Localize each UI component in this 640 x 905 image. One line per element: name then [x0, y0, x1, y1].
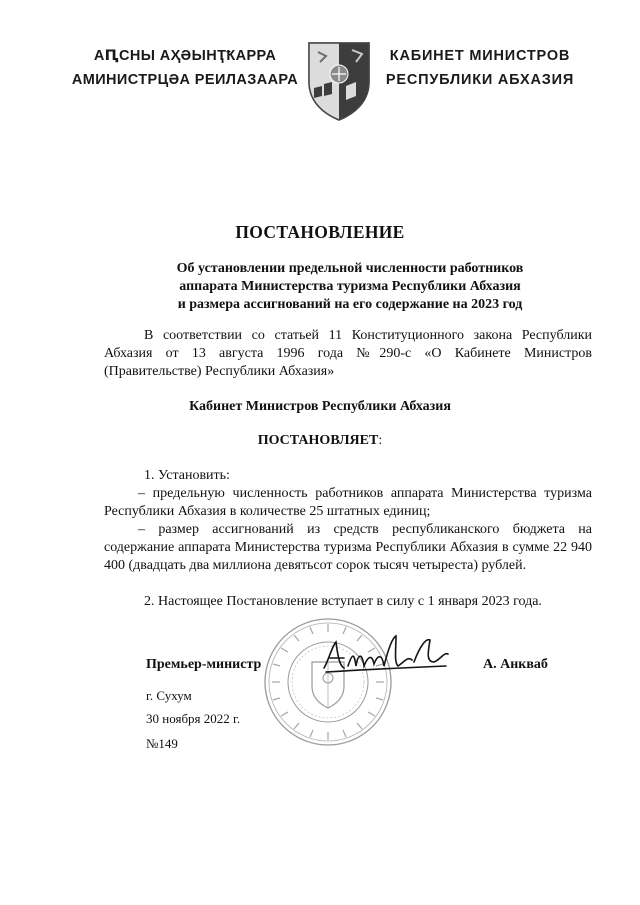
subtitle-line3: и размера ассигнований на его содержание на 2023 год	[177, 297, 523, 312]
letterhead-left-line2: АМИНИСТРЦӘА РЕИЛАЗААРА	[71, 72, 299, 88]
item-1a: – предельную численность работников аппарата Министерства туризма Республики Абхазия в количестве 25 штатных единиц;	[104, 486, 592, 519]
subtitle-line2: аппарата Министерства туризма Республики Абхазия	[179, 279, 521, 294]
subtitle-line1: Об установлении предельной численности работников	[176, 261, 524, 276]
handwritten-signature	[318, 632, 458, 682]
signatory-name: А. Анкваб	[483, 657, 548, 672]
issue-city: г. Сухум	[146, 688, 192, 703]
letterhead-right	[380, 44, 580, 92]
item-1: 1. Установить:	[144, 468, 230, 483]
signatory-position: Премьер-министр	[146, 657, 262, 672]
resolution-word: ПОСТАНОВЛЯЕТ	[257, 433, 379, 448]
issuing-authority: Кабинет Министров Республики Абхазия	[189, 399, 451, 414]
coat-of-arms-icon	[306, 40, 372, 122]
issue-date: 30 ноября 2022 г.	[146, 711, 241, 726]
item-2: 2. Настоящее Постановление вступает в силу с 1 января 2023 года.	[144, 594, 542, 609]
preamble-paragraph: В соответствии со статьей 11 Конституционного закона Республики Абхазия от 13 августа 1996 года №290-с «О Кабинете Министров (Правительстве) Республики Абхазия»	[104, 328, 592, 379]
document-subtitle	[100, 260, 600, 314]
document-number: №149	[146, 736, 178, 751]
document-title: ПОСТАНОВЛЕНИЕ	[235, 222, 405, 242]
resolution-colon: :	[378, 433, 383, 448]
item-1b: – размер ассигнований из средств республиканского бюджета на содержание аппарата Министерства туризма Республики Абхазия в сумме 22 940 400 (двадцать два миллиона девятьсот сорок тысяч четыреста) рублей.	[104, 522, 592, 573]
letterhead-right-line2: РЕСПУБЛИКИ АБХАЗИЯ	[385, 72, 575, 88]
letterhead-left-line1: АԤСНЫ АҲӘЫНҬҞАРРА	[93, 48, 277, 64]
resolution-heading	[0, 433, 640, 449]
letterhead-left	[70, 44, 300, 92]
letterhead-right-line1: КАБИНЕТ МИНИСТРОВ	[389, 48, 571, 64]
